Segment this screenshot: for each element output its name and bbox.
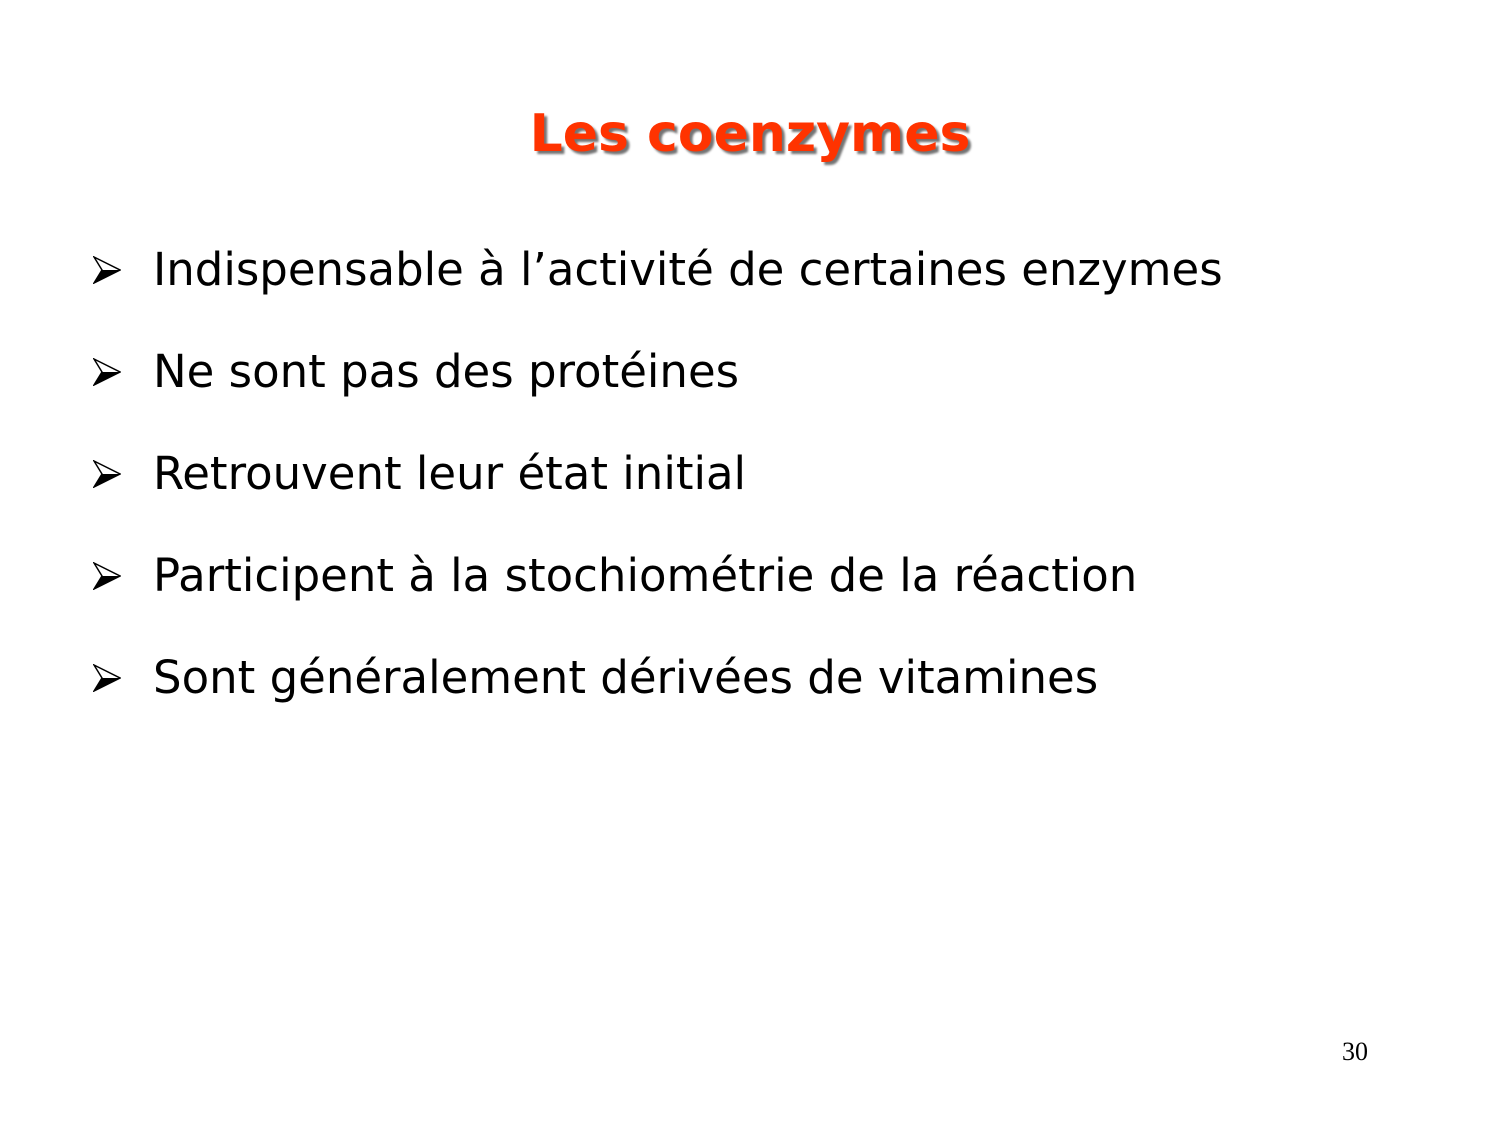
arrowhead-bullet-icon <box>93 358 121 386</box>
arrowhead-bullet-icon <box>93 256 121 284</box>
slide-title: Les coenzymes <box>529 104 971 164</box>
bullet-list <box>93 218 1223 728</box>
bullet-item <box>93 218 1223 320</box>
bullet-text: Indispensable à l’activité de certaines enzymes <box>153 242 1223 296</box>
arrowhead-bullet-icon <box>93 664 121 692</box>
page-number: 30 <box>1342 1037 1368 1066</box>
bullet-text: Participent à la stochiométrie de la réaction <box>153 548 1138 602</box>
bullet-text: Ne sont pas des protéines <box>153 344 740 398</box>
arrowhead-bullet-icon <box>93 562 121 590</box>
arrowhead-bullet-icon <box>93 460 121 488</box>
bullet-item <box>93 422 1223 524</box>
bullet-text: Retrouvent leur état initial <box>153 446 747 500</box>
bullet-item <box>93 320 1223 422</box>
bullet-text: Sont généralement dérivées de vitamines <box>153 650 1099 704</box>
bullet-item <box>93 524 1223 626</box>
bullet-item <box>93 626 1223 728</box>
